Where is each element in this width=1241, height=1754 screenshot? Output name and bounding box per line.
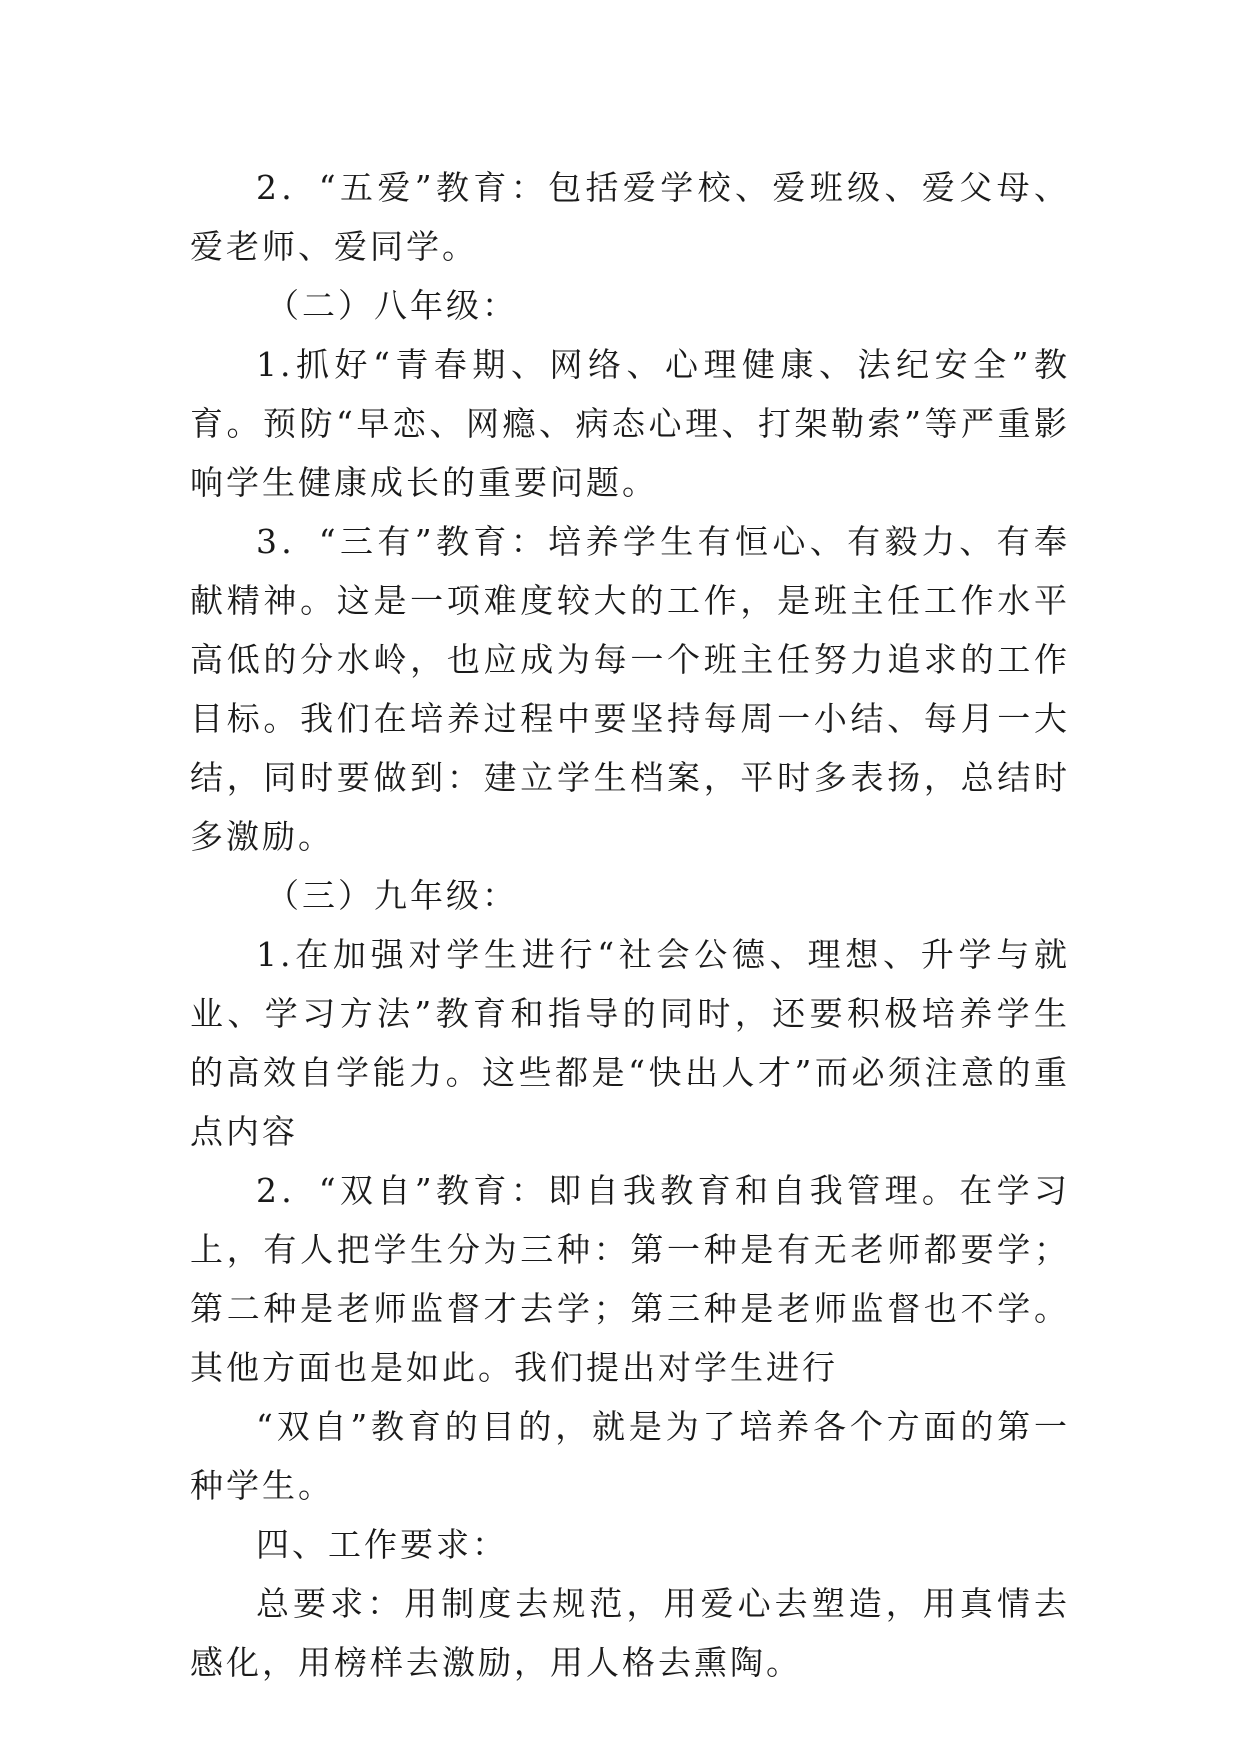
paragraph-sanyou-education: 3．“三有”教育：培养学生有恒心、有毅力、有奉献精神。这是一项难度较大的工作，是班主任工作水平高低的分水岭，也应成为每一个班主任努力追求的工作目标。我们在培养过程中要坚持每周一小结、每月一大结，同时要做到：建立学生档案，平时多表扬，总结时多激励。 <box>190 522 1070 856</box>
paragraph-shuangzi-purpose: “双自”教育的目的，就是为了培养各个方面的第一种学生。 <box>190 1407 1070 1505</box>
paragraph-shuangzi-education: 2．“双自”教育：即自我教育和自我管理。在学习上，有人把学生分为三种：第一种是有无老师都要学；第二种是老师监督才去学；第三种是老师监督也不学。其他方面也是如此。我们提出对学生进行 <box>190 1171 1070 1387</box>
paragraph-wuai-education: 2．“五爱”教育：包括爱学校、爱班级、爱父母、爱老师、爱同学。 <box>190 168 1070 266</box>
paragraph-adolescence-education: 1.抓好“青春期、网络、心理健康、法纪安全”教育。预防“早恋、网瘾、病态心理、打架勒索”等严重影响学生健康成长的重要问题。 <box>190 345 1070 502</box>
heading-grade-nine: （三）九年级： <box>266 876 518 915</box>
paragraph-general-requirement: 总要求：用制度去规范，用爱心去塑造，用真情去感化，用榜样去激励，用人格去熏陶。 <box>190 1584 1070 1682</box>
heading-work-requirements: 四、工作要求： <box>256 1525 508 1564</box>
heading-grade-eight: （二）八年级： <box>266 286 518 325</box>
paragraph-social-ethics-education: 1.在加强对学生进行“社会公德、理想、升学与就业、学习方法”教育和指导的同时，还要积极培养学生的高效自学能力。这些都是“快出人才”而必须注意的重点内容 <box>190 935 1070 1151</box>
document-body <box>190 158 1070 1692</box>
